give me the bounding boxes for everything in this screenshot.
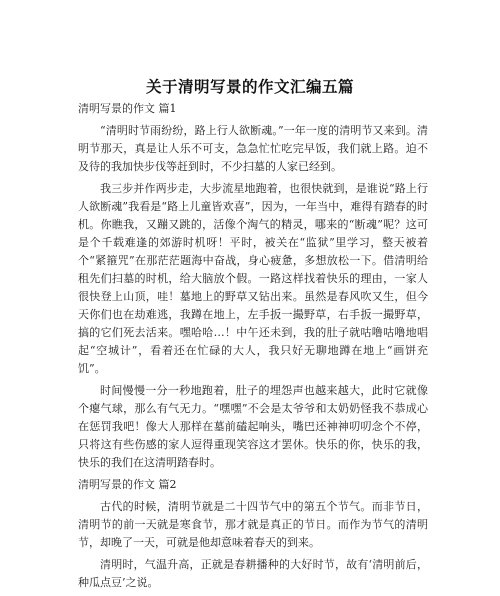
section-2-paragraph-2: 清明时，气温升高，正就是春耕播种的大好时节，故有‘清明前后，种瓜点豆’之说。 (78, 558, 428, 589)
section-heading-2: 清明写景的作文 篇2 (78, 478, 177, 491)
section-2-paragraph-1: 古代的时候，清明节就是二十四节气中的第五个节气。而非节日，清明节的前一天就是寒食节，那才就是真正的节日。而作为节气的清明节，却晚了一天，可就是他却意味着春天的到来。 (78, 500, 428, 549)
section-1-paragraph-2: 我三步并作两步走，大步流星地跑着，也很快就到，是谁说“路上行人欲断魂”我看是“路上儿童皆欢喜”，因为，一年当中，难得有踏春的时机。你瞧我，又蹦又跳的，活像个淘气的精灵，哪来的“断魂”呢？这可是个千载难逢的郊游时机呀！平时，被关在“监狱”里学习，整天被着个“紧箍咒”在那茫茫题海中奋战，身心疲惫，多想放松一下。借清明给租先们扫墓的时机，给大脑放个假。一路这样找着快乐的理由，一家人很快登上山顶，哇！墓地上的野草又钻出来。虽然是春风吹又生，但今天你们也在劫难逃，我蹲在地上，左手扳一撮野草，右手扳一撮野草，搞的它们死去活来。嘿哈哈…！中午还未到，我的肚子就咕噜咕噜地唱起“空城计”，看着还在忙碌的大人，我只好无聊地蹲在地上“画饼充饥”。 (78, 182, 428, 375)
document-title: 关于清明写景的作文汇编五篇 (145, 78, 354, 96)
section-1-paragraph-1: “清明时节雨纷纷，路上行人欲断魂。”一年一度的清明节又来到。清明节那天，真是让人乐不可支，急急忙忙吃完早饭，我们就上路。迫不及待的我加快步伐等赶到时，不少扫墓的人家已经到。 (78, 124, 428, 173)
section-1-paragraph-3: 时间慢慢一分一秒地跑着，肚子的埋怨声也越来越大，此时它就像个瘪气球，那么有气无力。“嘿嘿”不会是太爷爷和太奶奶怪我不恭成心在惩罚我吧！像大人那样在墓前磕起响头，嘴巴还神神叨叨念个不停，只将这有些伤感的家人逗得重现笑容这才罢休。快乐的你，快乐的我，快乐的我们在这清明踏春时。 (78, 384, 428, 469)
document-body (78, 100, 428, 596)
section-heading-1: 清明写景的作文 篇1 (78, 102, 177, 115)
